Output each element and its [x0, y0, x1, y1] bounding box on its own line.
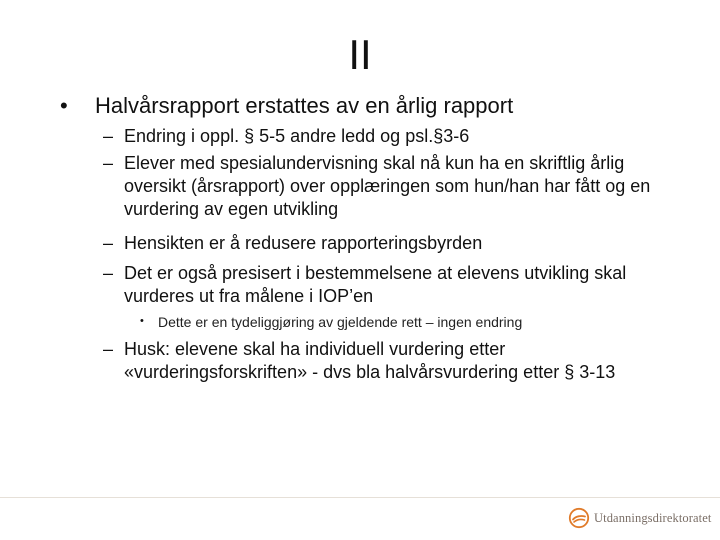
sub-bullet-dash: – — [103, 339, 114, 359]
sub-bullet-text: Endring i oppl. § 5-5 andre ledd og psl.§3-6 — [124, 126, 470, 146]
sub-bullet-text: Det er også presisert i bestemmelsene at elevens utvikling skal vurderes ut fra målene i IOP’en — [124, 263, 627, 306]
logo-text: Utdanningsdirektoratet — [594, 510, 712, 525]
sub-bullet-dash: – — [103, 153, 114, 173]
sub-bullet-text: Husk: elevene skal ha individuell vurdering etter «vurderingsforskriften» - dvs bla halvårsvurdering etter § 3-13 — [124, 339, 616, 382]
sub-bullet-dash: – — [103, 233, 114, 253]
sub-bullet-dash: – — [103, 126, 114, 146]
slide-title: II — [348, 31, 372, 78]
sub-bullet-dash: – — [103, 263, 114, 283]
sub-bullet-text: Hensikten er å redusere rapporteringsbyrden — [124, 233, 483, 253]
logo — [568, 506, 711, 530]
udir-logo-icon — [568, 507, 590, 529]
sub-sub-bullet-text: Dette er en tydeliggjøring av gjeldende rett – ingen endring — [158, 314, 523, 330]
bullet-marker: • — [60, 93, 68, 118]
sub-bullet-text: Elever med spesialundervisning skal nå kun ha en skriftlig årlig oversikt (årsrapport) over opplæringen som hun/han har fått og en vurdering av egen utvikling — [124, 153, 651, 219]
main-bullet-text: Halvårsrapport erstattes av en årlig rapport — [95, 93, 514, 118]
footer-divider — [0, 497, 720, 498]
sub-sub-bullet-marker: • — [140, 315, 144, 327]
